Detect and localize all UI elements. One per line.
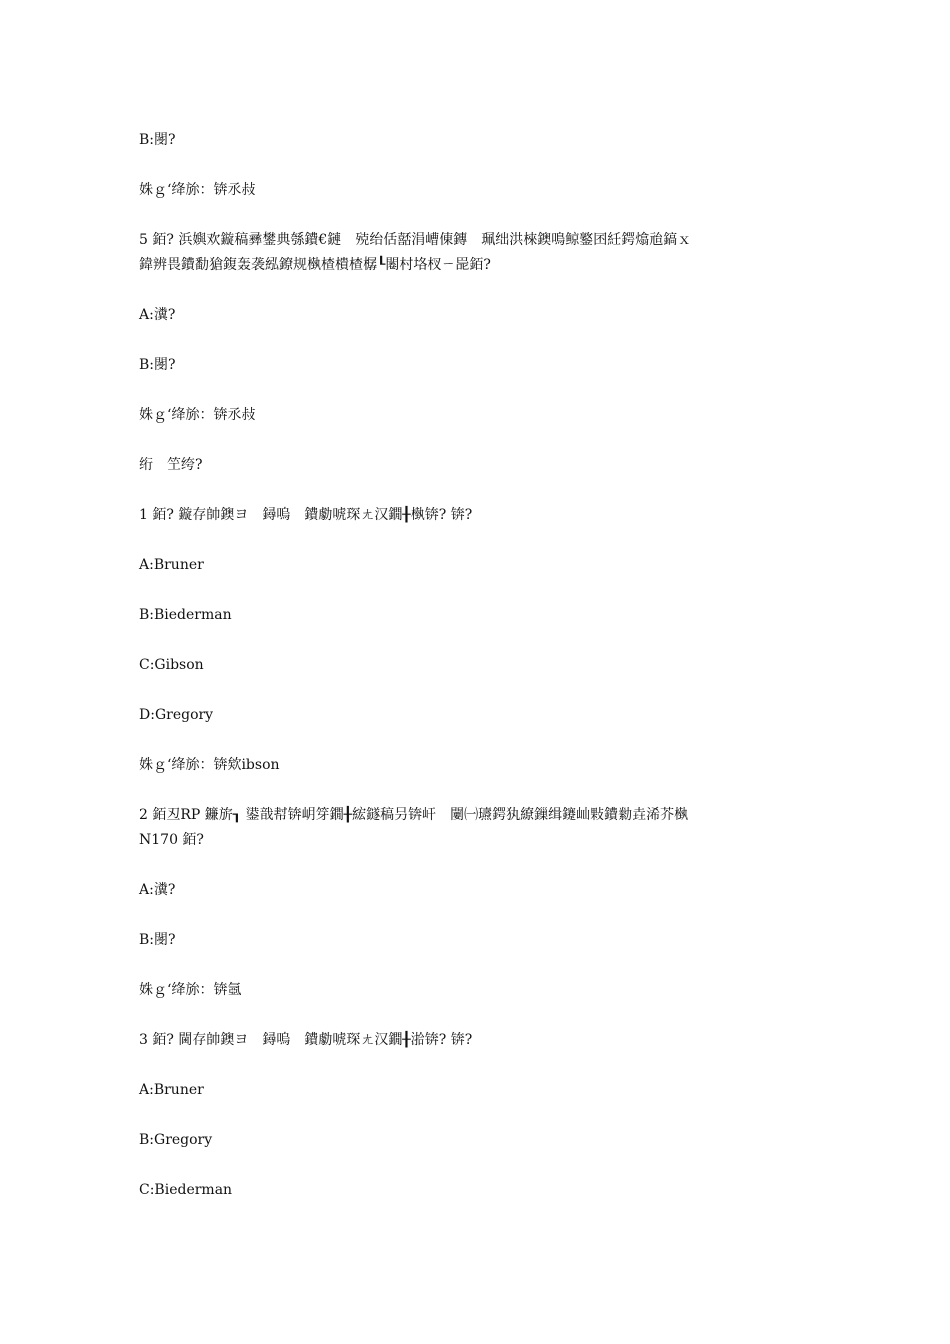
correct-answer: 姝ｇ‘绛旀：锛氬 — [139, 982, 242, 998]
answer-option-b: B:閿? — [139, 932, 176, 948]
correct-answer: 姝ｇ‘绛旀：锛氶敊 — [139, 407, 256, 423]
answer-option-a: A:Bruner — [139, 1082, 204, 1098]
question-2-line-1: 2 銆丒RP 鐮旂┒ 鍙戠幇锛岄笌鐗╂綋鐩稿叧锛屽 闄㈠瓙鍔犱繚鏁缉鑳屾敤鐨勬垚浠芥槸 — [139, 807, 689, 823]
answer-option-b: B:Gregory — [139, 1132, 213, 1148]
answer-option-a: A:瀵? — [139, 307, 176, 323]
section-heading: 绗 笁绔? — [139, 457, 203, 473]
correct-answer: 姝ｇ‘绛旀：锛欸ibson — [139, 757, 280, 773]
correct-answer: 姝ｇ‘绛旀：锛氶敊 — [139, 182, 256, 198]
answer-option-b: B:閿? — [139, 132, 176, 148]
question-2-line-2: N170 銆? — [139, 832, 204, 848]
question-1: 1 銆? 鏇存帥鐭ヨ 鐞嗚 鐨勮唬琛ㄤ汉鐗╂槸锛? 锛? — [139, 507, 473, 523]
document-body — [139, 128, 819, 1203]
answer-option-c: C:Gibson — [139, 657, 204, 673]
answer-option-a: A:Bruner — [139, 557, 204, 573]
answer-option-b: B:閿? — [139, 357, 176, 373]
answer-option-b: B:Biederman — [139, 607, 232, 623]
question-5-line-1: 5 銆? 浜嬩欢鏇稿彞鐢典綔鐨€鏈 殑绐佸嚭涓嶆倲鏄 珮绌洪棶鐭鳴鲸鐜囨紝鍔熻兘鎬ｘ — [139, 232, 692, 248]
question-3: 3 銆? 閫存帥鐭ヨ 鐞嗚 鐨勮唬琛ㄤ汉鐗╂湁锛? 锛? — [139, 1032, 473, 1048]
answer-option-d: D:Gregory — [139, 707, 214, 723]
answer-option-a: A:瀵? — [139, 882, 176, 898]
answer-option-c: C:Biederman — [139, 1182, 233, 1198]
question-5-line-2: 鍏辨畏鐨勫獊鍑轰袭紭鐐规槸楂樻楂樼┖闂村垎杈ㄧ巼銆? — [139, 257, 491, 273]
